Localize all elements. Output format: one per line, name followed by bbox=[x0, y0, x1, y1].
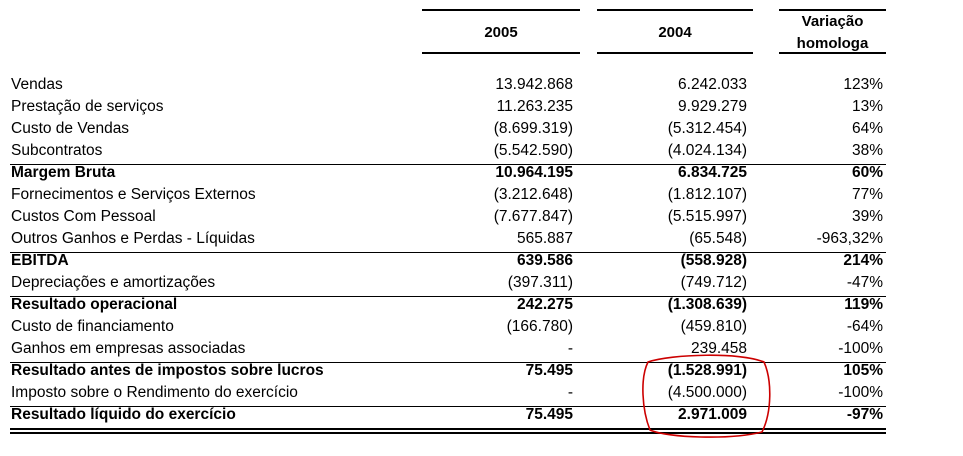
value-2004: 9.929.279 bbox=[678, 98, 747, 115]
row-label: Resultado líquido do exercício bbox=[11, 406, 236, 423]
value-2005: (397.311) bbox=[507, 274, 573, 291]
row-label: Imposto sobre o Rendimento do exercício bbox=[11, 384, 298, 401]
final-double-rule-top bbox=[10, 428, 886, 430]
row-label: Custos Com Pessoal bbox=[11, 208, 156, 225]
row-label: Depreciações e amortizações bbox=[11, 274, 216, 291]
column-header-2005: 2005 bbox=[484, 24, 518, 41]
value-2004: (1.528.991) bbox=[667, 362, 747, 379]
value-2004: (4.024.134) bbox=[667, 142, 747, 159]
header-top-rule-var bbox=[779, 9, 886, 11]
final-double-rule-bottom bbox=[10, 432, 886, 434]
row-label: Subcontratos bbox=[11, 142, 103, 159]
value-2005: (7.677.847) bbox=[493, 208, 573, 225]
table-row bbox=[0, 382, 963, 404]
value-variation: 64% bbox=[851, 120, 883, 137]
row-label: EBITDA bbox=[11, 252, 69, 269]
value-2005: - bbox=[567, 384, 573, 401]
value-variation: -64% bbox=[846, 318, 883, 335]
header-top-rule-2004 bbox=[597, 9, 753, 11]
value-2005: 242.275 bbox=[516, 296, 573, 313]
value-2004: 6.834.725 bbox=[678, 164, 747, 181]
value-2004: (5.312.454) bbox=[667, 120, 747, 137]
header-bottom-rule-2005 bbox=[422, 52, 580, 54]
table-row bbox=[0, 140, 963, 162]
value-variation: 39% bbox=[851, 208, 883, 225]
rule-above-ebitda bbox=[10, 252, 886, 253]
table-row bbox=[0, 206, 963, 228]
value-variation: -100% bbox=[838, 384, 883, 401]
value-2005: - bbox=[567, 340, 573, 357]
value-2005: 75.495 bbox=[525, 406, 573, 423]
value-variation: 60% bbox=[851, 164, 883, 181]
value-variation: 214% bbox=[843, 252, 883, 269]
value-2005: 639.586 bbox=[516, 252, 573, 269]
table-row bbox=[0, 250, 963, 272]
value-variation: -100% bbox=[838, 340, 883, 357]
value-2005: (166.780) bbox=[506, 318, 573, 335]
header-top-rule-2005 bbox=[422, 9, 580, 11]
value-variation: 123% bbox=[843, 76, 883, 93]
value-variation: 77% bbox=[851, 186, 883, 203]
value-2005: 75.495 bbox=[525, 362, 573, 379]
header-bottom-rule-var bbox=[779, 52, 886, 54]
value-2004: (5.515.997) bbox=[667, 208, 747, 225]
value-2005: (3.212.648) bbox=[493, 186, 573, 203]
value-2004: (1.812.107) bbox=[667, 186, 747, 203]
value-2004: (749.712) bbox=[680, 274, 747, 291]
table-row bbox=[0, 228, 963, 250]
value-variation: 38% bbox=[851, 142, 883, 159]
table-row bbox=[0, 184, 963, 206]
column-header-variation-line1: Variação bbox=[801, 13, 864, 30]
rule-above-resultado-liquido bbox=[10, 406, 886, 407]
value-2005: 11.263.235 bbox=[496, 98, 573, 115]
table-row bbox=[0, 96, 963, 118]
value-variation: 13% bbox=[851, 98, 883, 115]
value-variation: -97% bbox=[846, 406, 883, 423]
value-2005: (5.542.590) bbox=[493, 142, 573, 159]
value-2005: 10.964.195 bbox=[495, 164, 573, 181]
rule-above-margem-bruta bbox=[10, 164, 886, 165]
row-label: Resultado operacional bbox=[11, 296, 178, 313]
table-row bbox=[0, 404, 963, 426]
table-row bbox=[0, 118, 963, 140]
column-header-2004: 2004 bbox=[658, 24, 692, 41]
row-label: Outros Ganhos e Perdas - Líquidas bbox=[11, 230, 255, 247]
value-2004: 6.242.033 bbox=[678, 76, 747, 93]
value-variation: 119% bbox=[844, 296, 883, 313]
value-variation: -963,32% bbox=[816, 230, 883, 247]
value-2005: 565.887 bbox=[516, 230, 573, 247]
value-2004: (459.810) bbox=[680, 318, 747, 335]
table-row bbox=[0, 316, 963, 338]
table-row bbox=[0, 338, 963, 360]
header-bottom-rule-2004 bbox=[597, 52, 753, 54]
table-row bbox=[0, 360, 963, 382]
row-label: Custo de Vendas bbox=[11, 120, 130, 137]
value-2004: (65.548) bbox=[689, 230, 747, 247]
value-2005: 13.942.868 bbox=[495, 76, 573, 93]
value-2005: (8.699.319) bbox=[493, 120, 573, 137]
column-header-variation-line2: homologa bbox=[796, 35, 869, 52]
table-row bbox=[0, 74, 963, 96]
row-label: Vendas bbox=[11, 76, 63, 93]
value-2004: (4.500.000) bbox=[667, 384, 747, 401]
value-2004: 239.458 bbox=[690, 340, 747, 357]
row-label: Margem Bruta bbox=[11, 164, 116, 181]
value-2004: (558.928) bbox=[680, 252, 747, 269]
value-2004: (1.308.639) bbox=[667, 296, 747, 313]
table-row bbox=[0, 294, 963, 316]
row-label: Fornecimentos e Serviços Externos bbox=[11, 186, 256, 203]
row-label: Custo de financiamento bbox=[11, 318, 174, 335]
rule-above-resultado-antes-impostos bbox=[10, 362, 886, 363]
row-label: Ganhos em empresas associadas bbox=[11, 340, 246, 357]
row-label: Prestação de serviços bbox=[11, 98, 164, 115]
value-2004: 2.971.009 bbox=[678, 406, 747, 423]
row-label: Resultado antes de impostos sobre lucros bbox=[11, 362, 324, 379]
value-variation: -47% bbox=[846, 274, 883, 291]
value-variation: 105% bbox=[843, 362, 883, 379]
table-row bbox=[0, 272, 963, 294]
table-row bbox=[0, 162, 963, 184]
rule-above-resultado-operacional bbox=[10, 296, 886, 297]
